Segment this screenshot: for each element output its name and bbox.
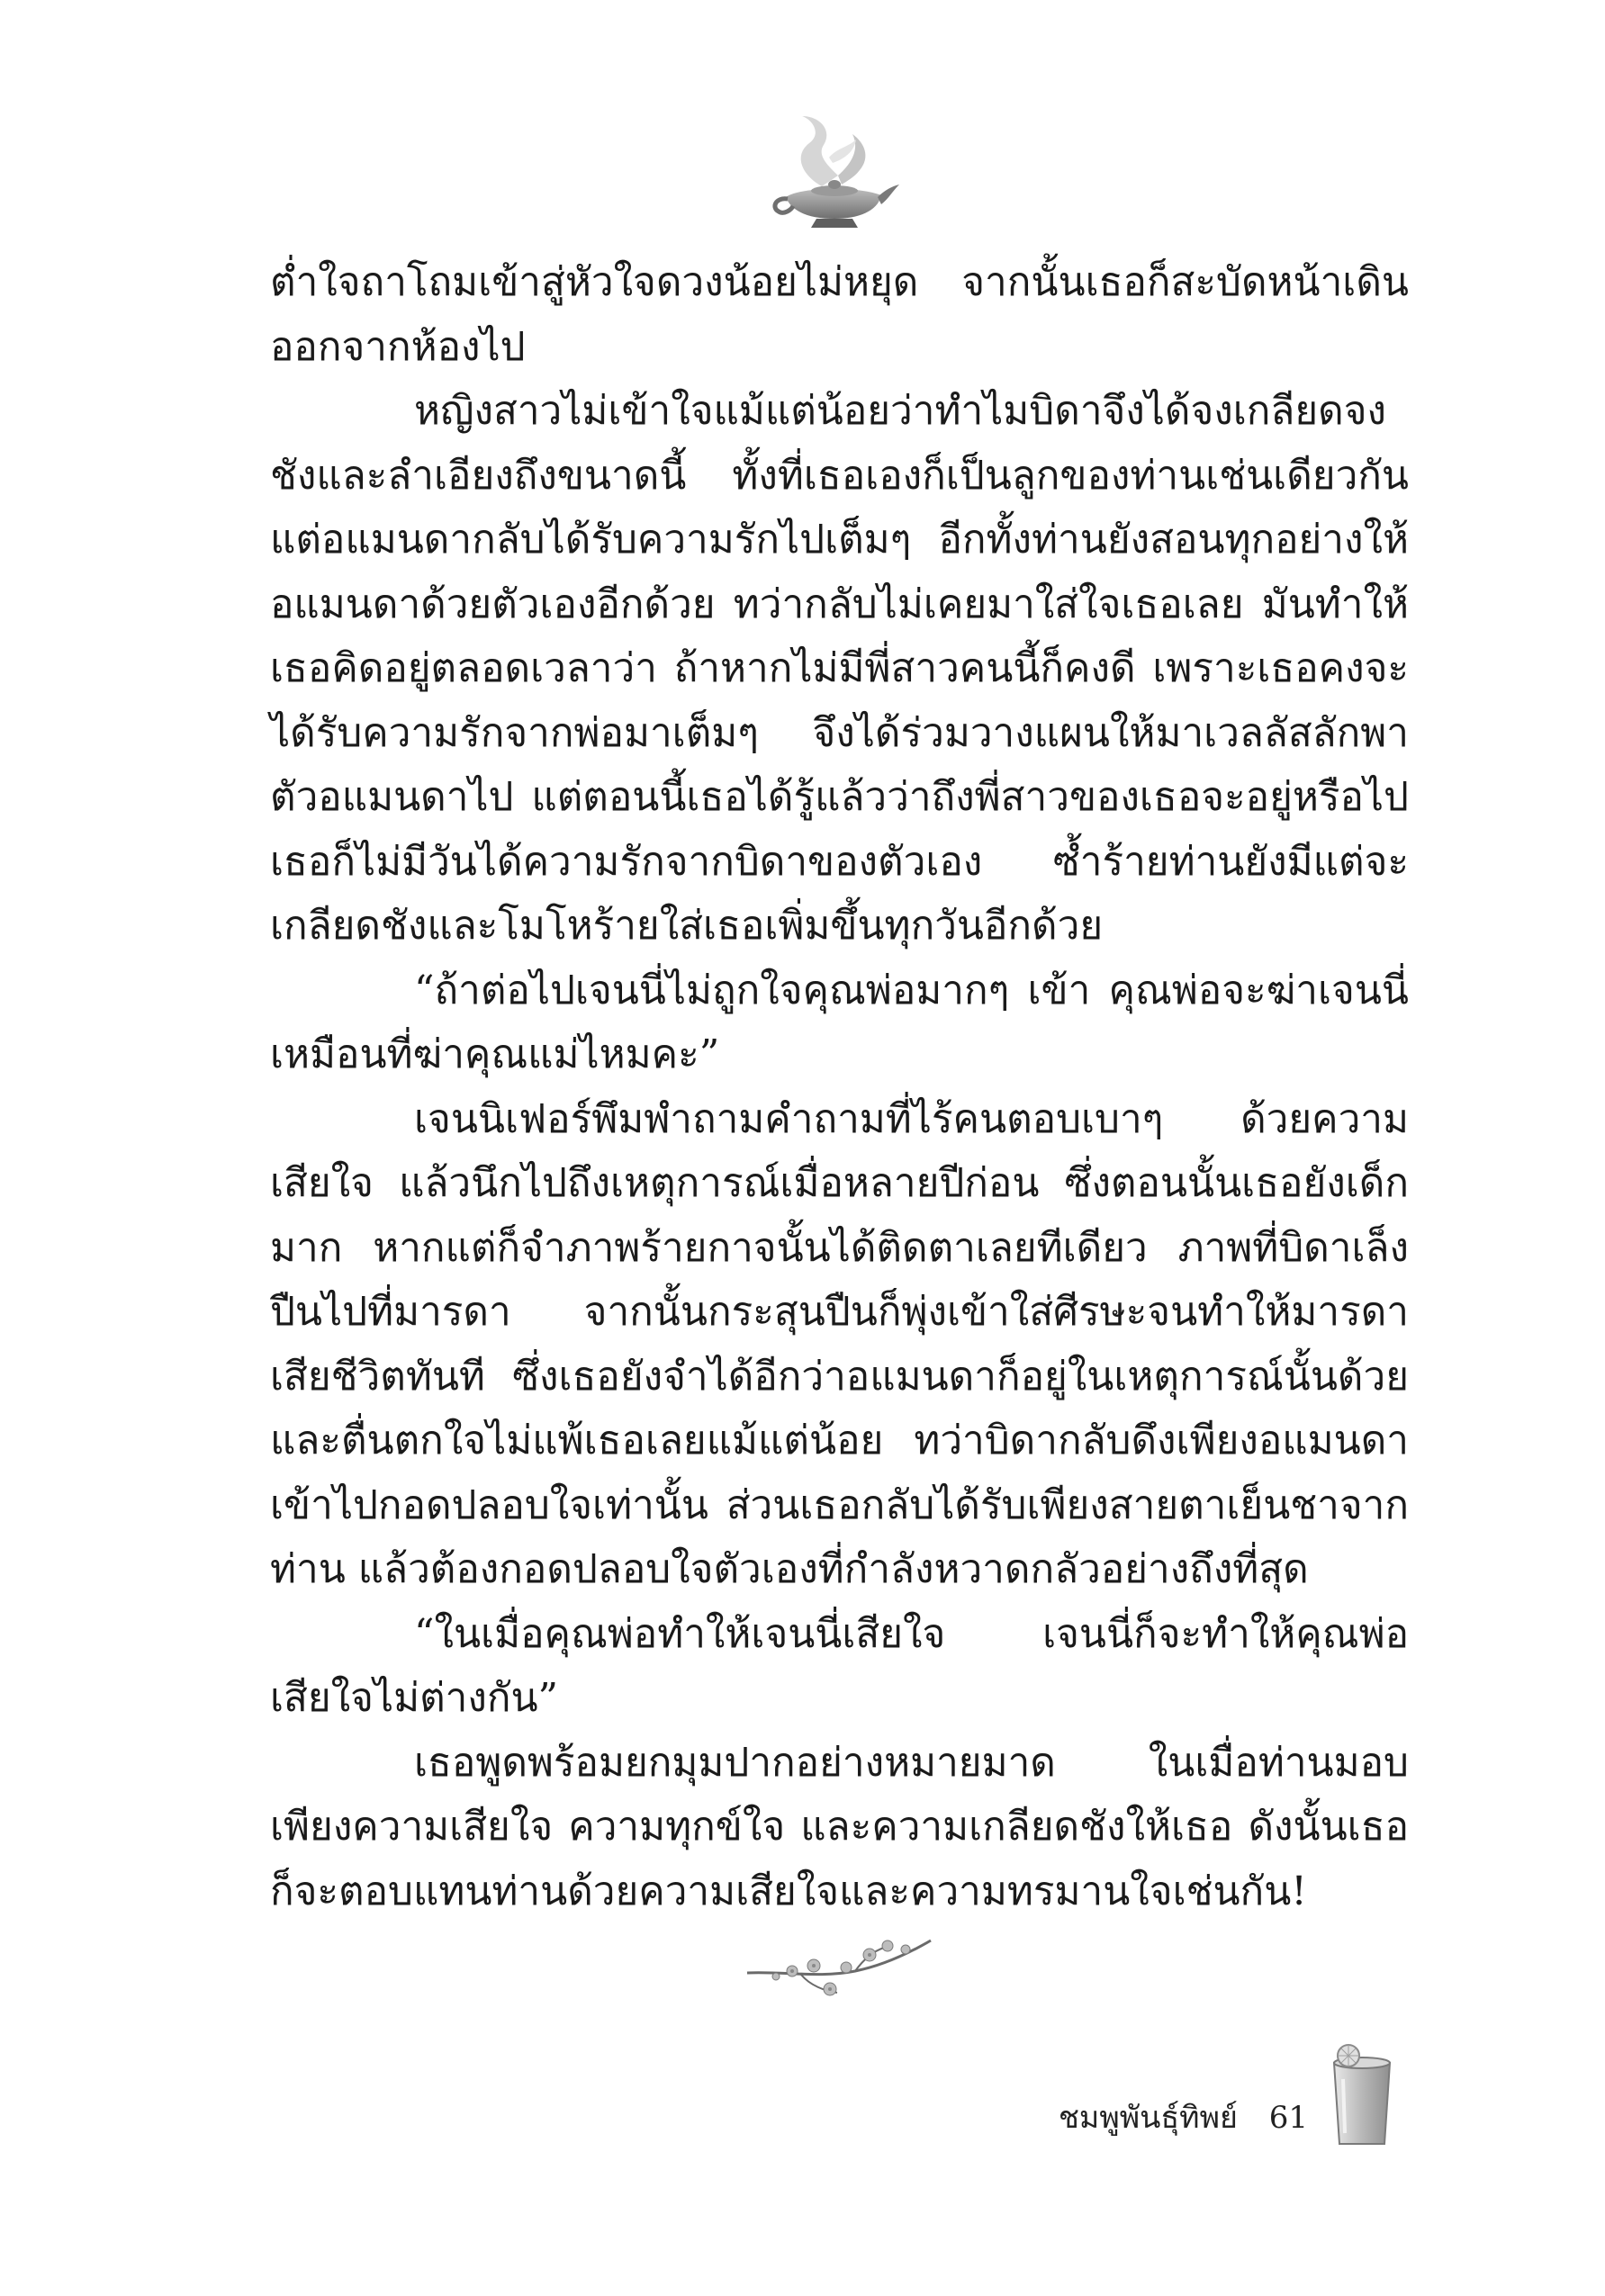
paragraph: เธอพูดพร้อมยกมุมปากอย่างหมายมาด ในเมื่อท่านมอบเพียงความเสียใจ ความทุกข์ใจ และความเกลียดชังให้เธอ ดังนั้นเธอก็จะตอบแทนท่านด้วยความเสียใจและความทรมานใจเช่นกัน!	[270, 1739, 1409, 1914]
paragraph: เจนนิเฟอร์พึมพำถามคำถามที่ไร้คนตอบเบาๆ ด้วยความเสียใจ แล้วนึกไปถึงเหตุการณ์เมื่อหลายปีก่อน ซึ่งตอนนั้นเธอยังเด็กมาก หากแต่ก็จำภาพร้ายกาจนั้นได้ติดตาเลยทีเดียว ภาพที่บิดาเล็งปืนไปที่มารดา จากนั้นกระสุนปืนก็พุ่งเข้าใส่ศีรษะจนทำให้มารดาเสียชีวิตทันที ซึ่งเธอยังจำได้อีกว่าอแมนดาก็อยู่ในเหตุการณ์นั้นด้วย และตื่นตกใจไม่แพ้เธอเลยแม้แต่น้อย ทว่าบิดากลับดึงเพียงอแมนดาเข้าไปกอดปลอบใจเท่านั้น ส่วนเธอกลับได้รับเพียงสายตาเย็นชาจากท่าน แล้วต้องกอดปลอบใจตัวเองที่กำลังหวาดกลัวอย่างถึงที่สุด	[270, 1095, 1409, 1592]
page-footer	[1059, 2093, 1308, 2141]
paragraph: ต่ำใจถาโถมเข้าสู่หัวใจดวงน้อยไม่หยุด จากนั้นเธอก็สะบัดหน้าเดินออกจากห้องไป	[270, 259, 1409, 370]
page-number: 61	[1268, 2100, 1308, 2136]
running-title: ชมพูพันธุ์ทิพย์	[1058, 2100, 1238, 2136]
genie-lamp-icon	[766, 104, 901, 239]
paragraph-dialogue: “ในเมื่อคุณพ่อทำให้เจนนี่เสียใจ เจนนี่ก็จะทำให้คุณพ่อเสียใจไม่ต่างกัน”	[270, 1610, 1409, 1721]
paragraph-dialogue: “ถ้าต่อไปเจนนี่ไม่ถูกใจคุณพ่อมากๆ เข้า คุณพ่อจะฆ่าเจนนี่เหมือนที่ฆ่าคุณแม่ไหมคะ”	[270, 967, 1409, 1077]
blossom-branch-icon	[738, 1926, 936, 2007]
body-text	[270, 250, 1409, 1923]
glass-icon	[1321, 2043, 1402, 2151]
paragraph: หญิงสาวไม่เข้าใจแม้แต่น้อยว่าทำไมบิดาจึงได้จงเกลียดจงชังและลำเอียงถึงขนาดนี้ ทั้งที่เธอเองก็เป็นลูกของท่านเช่นเดียวกัน แต่อแมนดากลับได้รับความรักไปเต็มๆ อีกทั้งท่านยังสอนทุกอย่างให้อแมนดาด้วยตัวเองอีกด้วย ทว่ากลับไม่เคยมาใส่ใจเธอเลย มันทำให้เธอคิดอยู่ตลอดเวลาว่า ถ้าหากไม่มีพี่สาวคนนี้ก็คงดี เพราะเธอคงจะได้รับความรักจากพ่อมาเต็มๆ จึงได้ร่วมวางแผนให้มาเวลลัสลักพาตัวอแมนดาไป แต่ตอนนี้เธอได้รู้แล้วว่าถึงพี่สาวของเธอจะอยู่หรือไป เธอก็ไม่มีวันได้ความรักจากบิดาของตัวเอง ซ้ำร้ายท่านยังมีแต่จะเกลียดชังและโมโหร้ายใส่เธอเพิ่มขึ้นทุกวันอีกด้วย	[270, 388, 1409, 949]
